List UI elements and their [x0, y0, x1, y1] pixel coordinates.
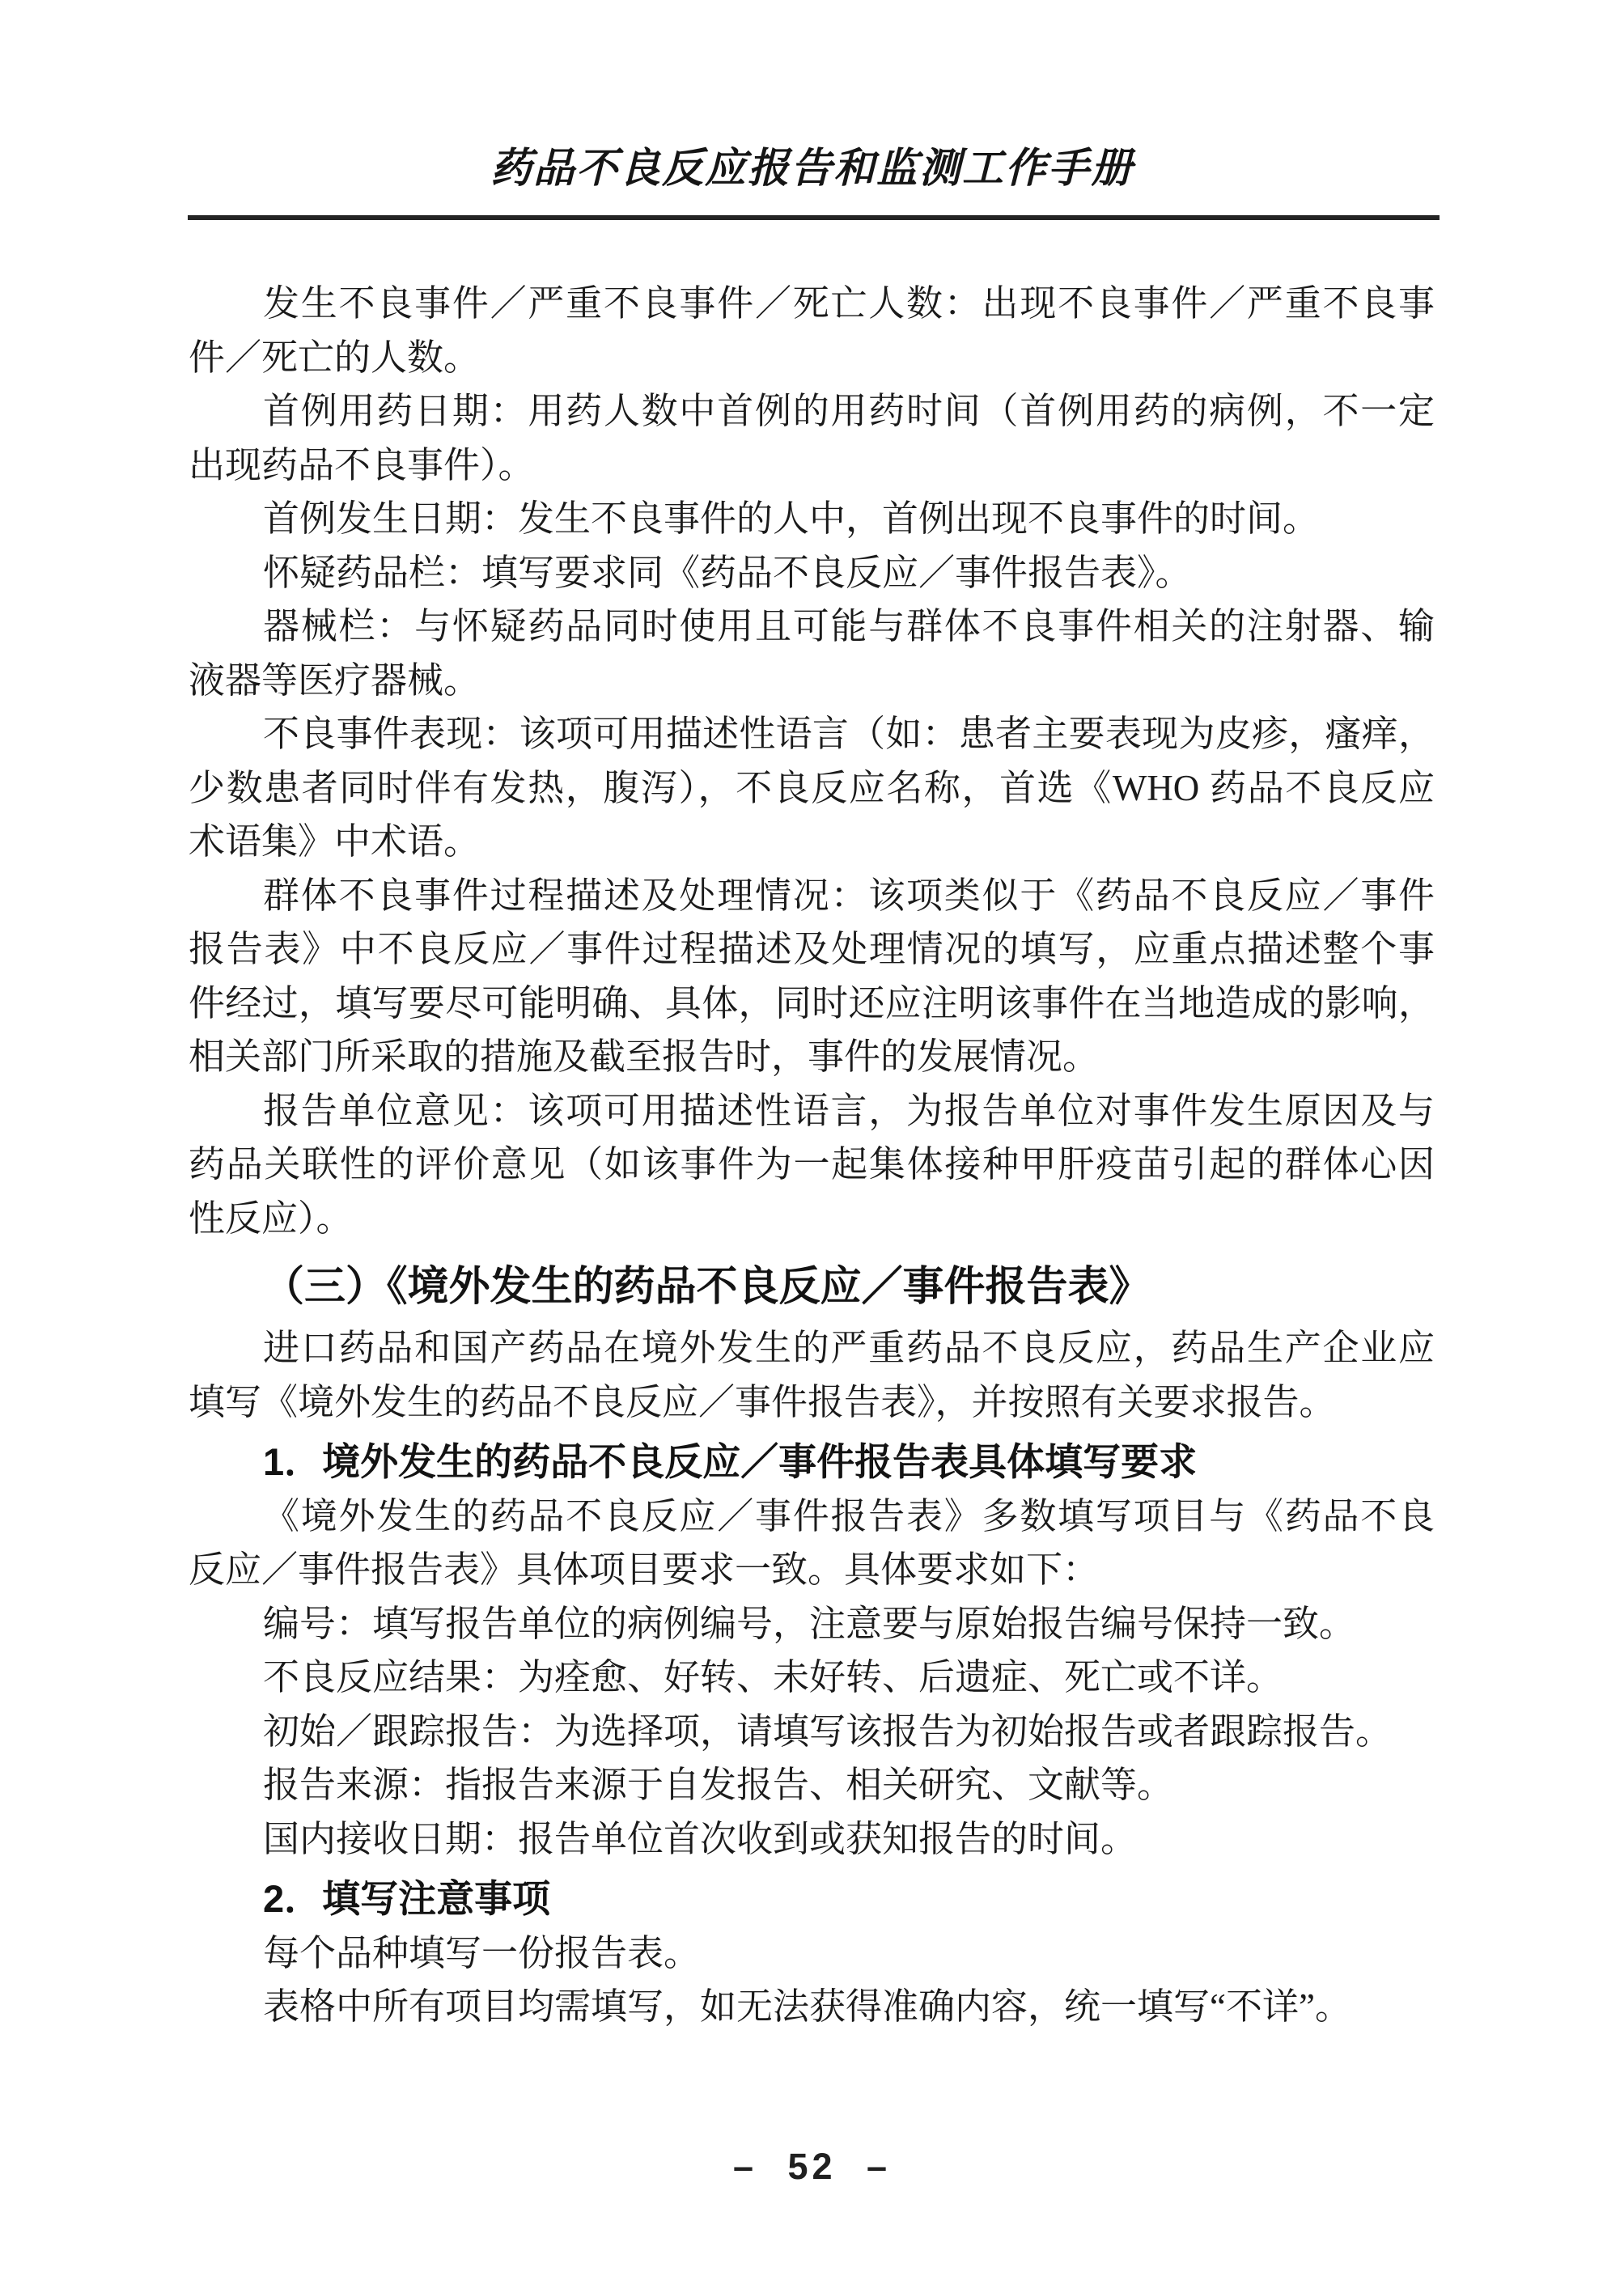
text-line: 群体不良事件过程描述及处理情况：该项类似于《药品不良反应／事件 [263, 875, 1435, 916]
text-line: 出现药品不良事件）。 [189, 444, 535, 485]
document-body [189, 277, 1435, 2034]
text-line: 每个品种填写一份报告表。 [263, 1932, 701, 1973]
section-heading: （三）《境外发生的药品不良反应／事件报告表》 [263, 1263, 1151, 1309]
text-line: 器械栏：与怀疑药品同时使用且可能与群体不良事件相关的注射器、输 [263, 606, 1435, 646]
text-line: 不良事件表现：该项可用描述性语言（如：患者主要表现为皮疹，瘙痒， [263, 714, 1435, 754]
text-line: 件／死亡的人数。 [189, 337, 481, 378]
text-line: 进口药品和国产药品在境外发生的严重药品不良反应，药品生产企业应 [263, 1328, 1435, 1368]
text-line: 首例发生日期：发生不良事件的人中，首例出现不良事件的时间。 [263, 498, 1320, 539]
text-line: 《境外发生的药品不良反应／事件报告表》多数填写项目与《药品不良 [263, 1495, 1435, 1536]
text-line: 相关部门所采取的措施及截至报告时，事件的发展情况。 [189, 1036, 1100, 1077]
text-line: 报告单位意见：该项可用描述性语言，为报告单位对事件发生原因及与 [263, 1090, 1435, 1131]
page-header-title: 药品不良反应报告和监测工作手册 [490, 145, 1134, 191]
text-line: 表格中所有项目均需填写，如无法获得准确内容，统一填写“不详”。 [263, 1986, 1351, 2027]
page-footer [0, 2146, 1624, 2188]
text-line: 怀疑药品栏：填写要求同《药品不良反应／事件报告表》。 [263, 552, 1192, 593]
text-line: 少数患者同时伴有发热，腹泻），不良反应名称，首选《WHO 药品不良反应 [189, 767, 1435, 808]
text-line: 术语集》中术语。 [189, 821, 481, 862]
text-line: 药品关联性的评价意见（如该事件为一起集体接种甲肝疫苗引起的群体心因 [189, 1144, 1435, 1185]
sub-heading: 1．境外发生的药品不良反应／事件报告表具体填写要求 [263, 1440, 1198, 1483]
text-line: 件经过，填写要尽可能明确、具体，同时还应注明该事件在当地造成的影响， [189, 982, 1435, 1024]
text-line: 初始／跟踪报告：为选择项，请填写该报告为初始报告或者跟踪报告。 [263, 1710, 1393, 1752]
text-line: 不良反应结果：为痊愈、好转、未好转、后遗症、死亡或不详。 [263, 1657, 1283, 1697]
text-line: 首例用药日期：用药人数中首例的用药时间（首例用药的病例，不一定 [263, 391, 1435, 431]
text-line: 报告表》中不良反应／事件过程描述及处理情况的填写，应重点描述整个事 [189, 929, 1435, 969]
page-number: – 52 – [732, 2146, 892, 2187]
text-line: 性反应）。 [189, 1197, 353, 1239]
text-line: 液器等医疗器械。 [189, 659, 481, 701]
text-line: 报告来源：指报告来源于自发报告、相关研究、文献等。 [263, 1765, 1174, 1805]
text-line: 国内接收日期：报告单位首次收到或获知报告的时间。 [263, 1818, 1138, 1859]
text-line: 发生不良事件／严重不良事件／死亡人数：出现不良事件／严重不良事 [263, 283, 1435, 324]
text-line: 编号：填写报告单位的病例编号，注意要与原始报告编号保持一致。 [263, 1603, 1356, 1644]
text-line: 反应／事件报告表》具体项目要求一致。具体要求如下： [189, 1549, 1100, 1590]
sub-heading: 2．填写注意事项 [263, 1877, 551, 1920]
text-line: 填写《境外发生的药品不良反应／事件报告表》，并按照有关要求报告。 [189, 1381, 1336, 1422]
header-divider [188, 215, 1440, 220]
